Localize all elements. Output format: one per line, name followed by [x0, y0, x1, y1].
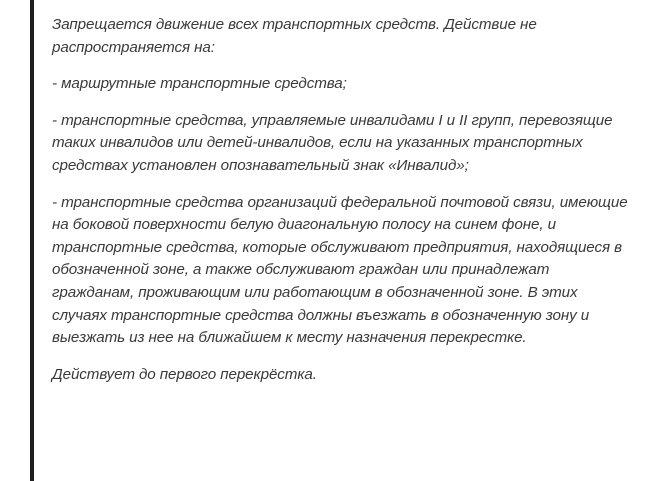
paragraph-route-vehicles: - маршрутные транспортные средства;	[52, 75, 347, 93]
paragraph-scope: Действует до первого перекрёстка.	[52, 365, 317, 383]
paragraph-postal-vehicles: - транспортные средства организаций федеральной почтовой связи, имеющие на боковой поверхности белую диагональную полосу на синем фоне, и транспортные средства, которые обслуживают предприятия, находящиеся в обозначенной зоне, а также обслуживают граждан или принадлежат гражданам, проживающим или работающим в обозначенной зоне. В этих случаях транспортные средства должны въезжать в обозначенную зону и выезжать из нее на ближайшем к месту назначения перекрестке.	[52, 193, 628, 347]
blockquote	[30, 0, 630, 481]
paragraph-disabled-vehicles: - транспортные средства, управляемые инвалидами I и II групп, перевозящие таких инвалидов или детей-инвалидов, если на указанных транспортных средствах установлен опознавательный знак «Инвалид»;	[52, 111, 613, 174]
paragraph-intro: Запрещается движение всех транспортных средств. Действие не распространяется на:	[52, 16, 537, 56]
